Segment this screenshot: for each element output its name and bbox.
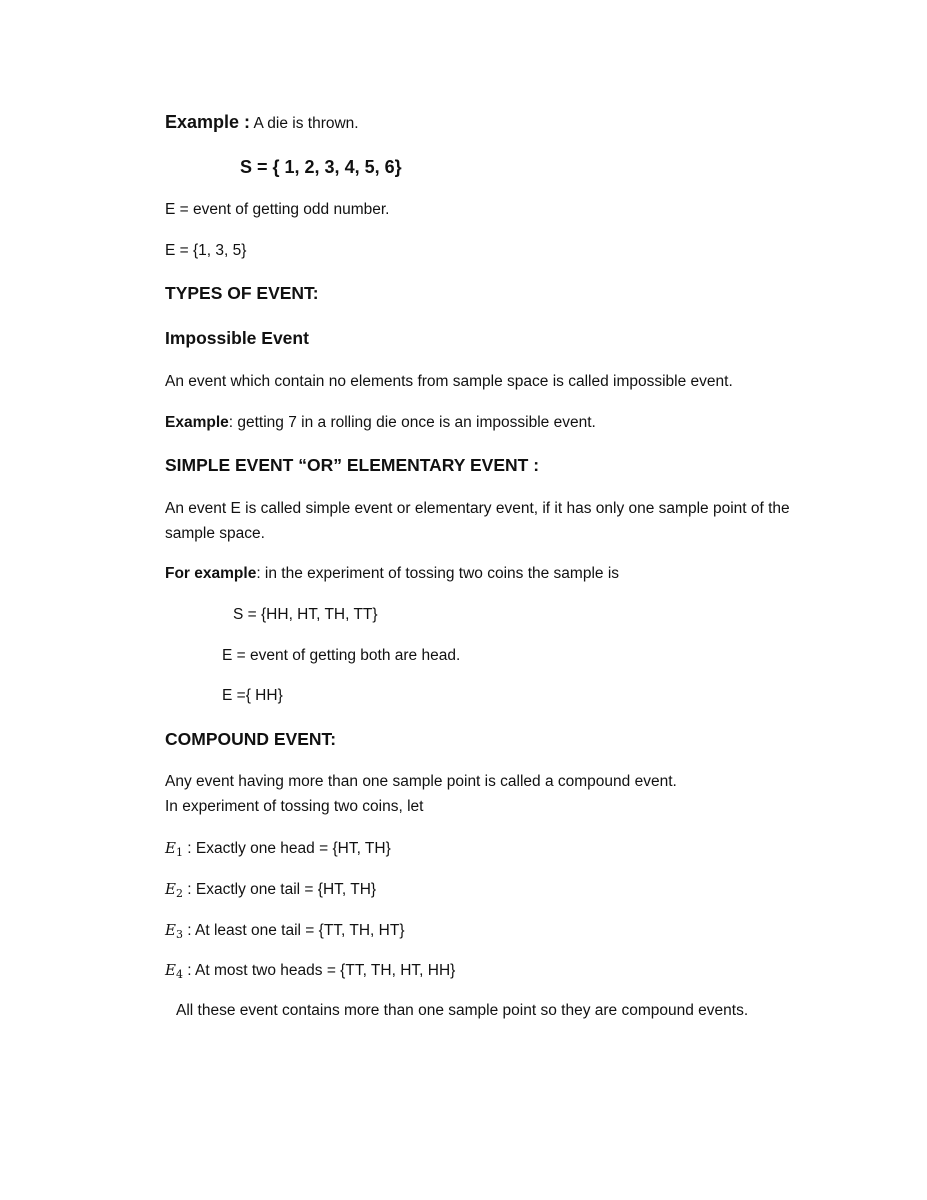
impossible-event-example <box>165 412 596 434</box>
event-description: : Exactly one head = {HT, TH} <box>182 840 391 857</box>
simple-event-heading: SIMPLE EVENT “OR” ELEMENTARY EVENT : <box>165 455 540 475</box>
compound-event-item <box>165 919 405 946</box>
event-set-heads: E ={ HH} <box>222 687 283 704</box>
impossible-event-definition: An event which contain no elements from sample space is called impossible event. <box>165 373 733 390</box>
compound-event-item <box>165 837 391 864</box>
compound-event-intro: In experiment of tossing two coins, let <box>165 798 424 815</box>
event-symbol: $E_1$ <box>165 839 183 859</box>
event-description: : Exactly one tail = {HT, TH} <box>182 881 377 898</box>
types-of-event-heading: TYPES OF EVENT: <box>165 283 319 303</box>
impossible-event-heading: Impossible Event <box>165 328 309 348</box>
compound-event-item <box>165 878 376 905</box>
sample-space-die: S = { 1, 2, 3, 4, 5, 6} <box>240 157 402 177</box>
event-set-odd: E = {1, 3, 5} <box>165 242 247 259</box>
example-line <box>165 111 359 135</box>
sample-space-coins: S = {HH, HT, TH, TT} <box>233 606 378 623</box>
simple-event-definition: An event E is called simple event or elementary event, if it has only one sample point of the sample space. <box>165 500 790 542</box>
compound-event-conclusion: All these event contains more than one sample point so they are compound events. <box>176 1002 749 1019</box>
event-description: : At least one tail = {TT, TH, HT} <box>182 922 405 939</box>
event-symbol: $E_3$ <box>165 921 183 941</box>
simple-example-label: For example <box>165 565 257 582</box>
event-description: : At most two heads = {TT, TH, HT, HH} <box>182 962 456 979</box>
impossible-example-text: : getting 7 in a rolling die once is an impossible event. <box>228 414 596 431</box>
compound-event-heading: COMPOUND EVENT: <box>165 729 337 749</box>
simple-event-example <box>165 563 619 585</box>
example-label: Example : <box>165 112 251 132</box>
compound-event-item <box>165 959 455 986</box>
event-definition-odd: E = event of getting odd number. <box>165 201 390 218</box>
event-definition-heads: E = event of getting both are head. <box>222 647 461 664</box>
compound-event-definition: Any event having more than one sample point is called a compound event. <box>165 773 677 790</box>
event-symbol: $E_2$ <box>165 880 183 900</box>
event-symbol: $E_4$ <box>165 961 183 981</box>
simple-example-text: : in the experiment of tossing two coins the sample is <box>256 565 620 582</box>
example-text: A die is thrown. <box>250 115 359 132</box>
impossible-example-label: Example <box>165 414 229 431</box>
